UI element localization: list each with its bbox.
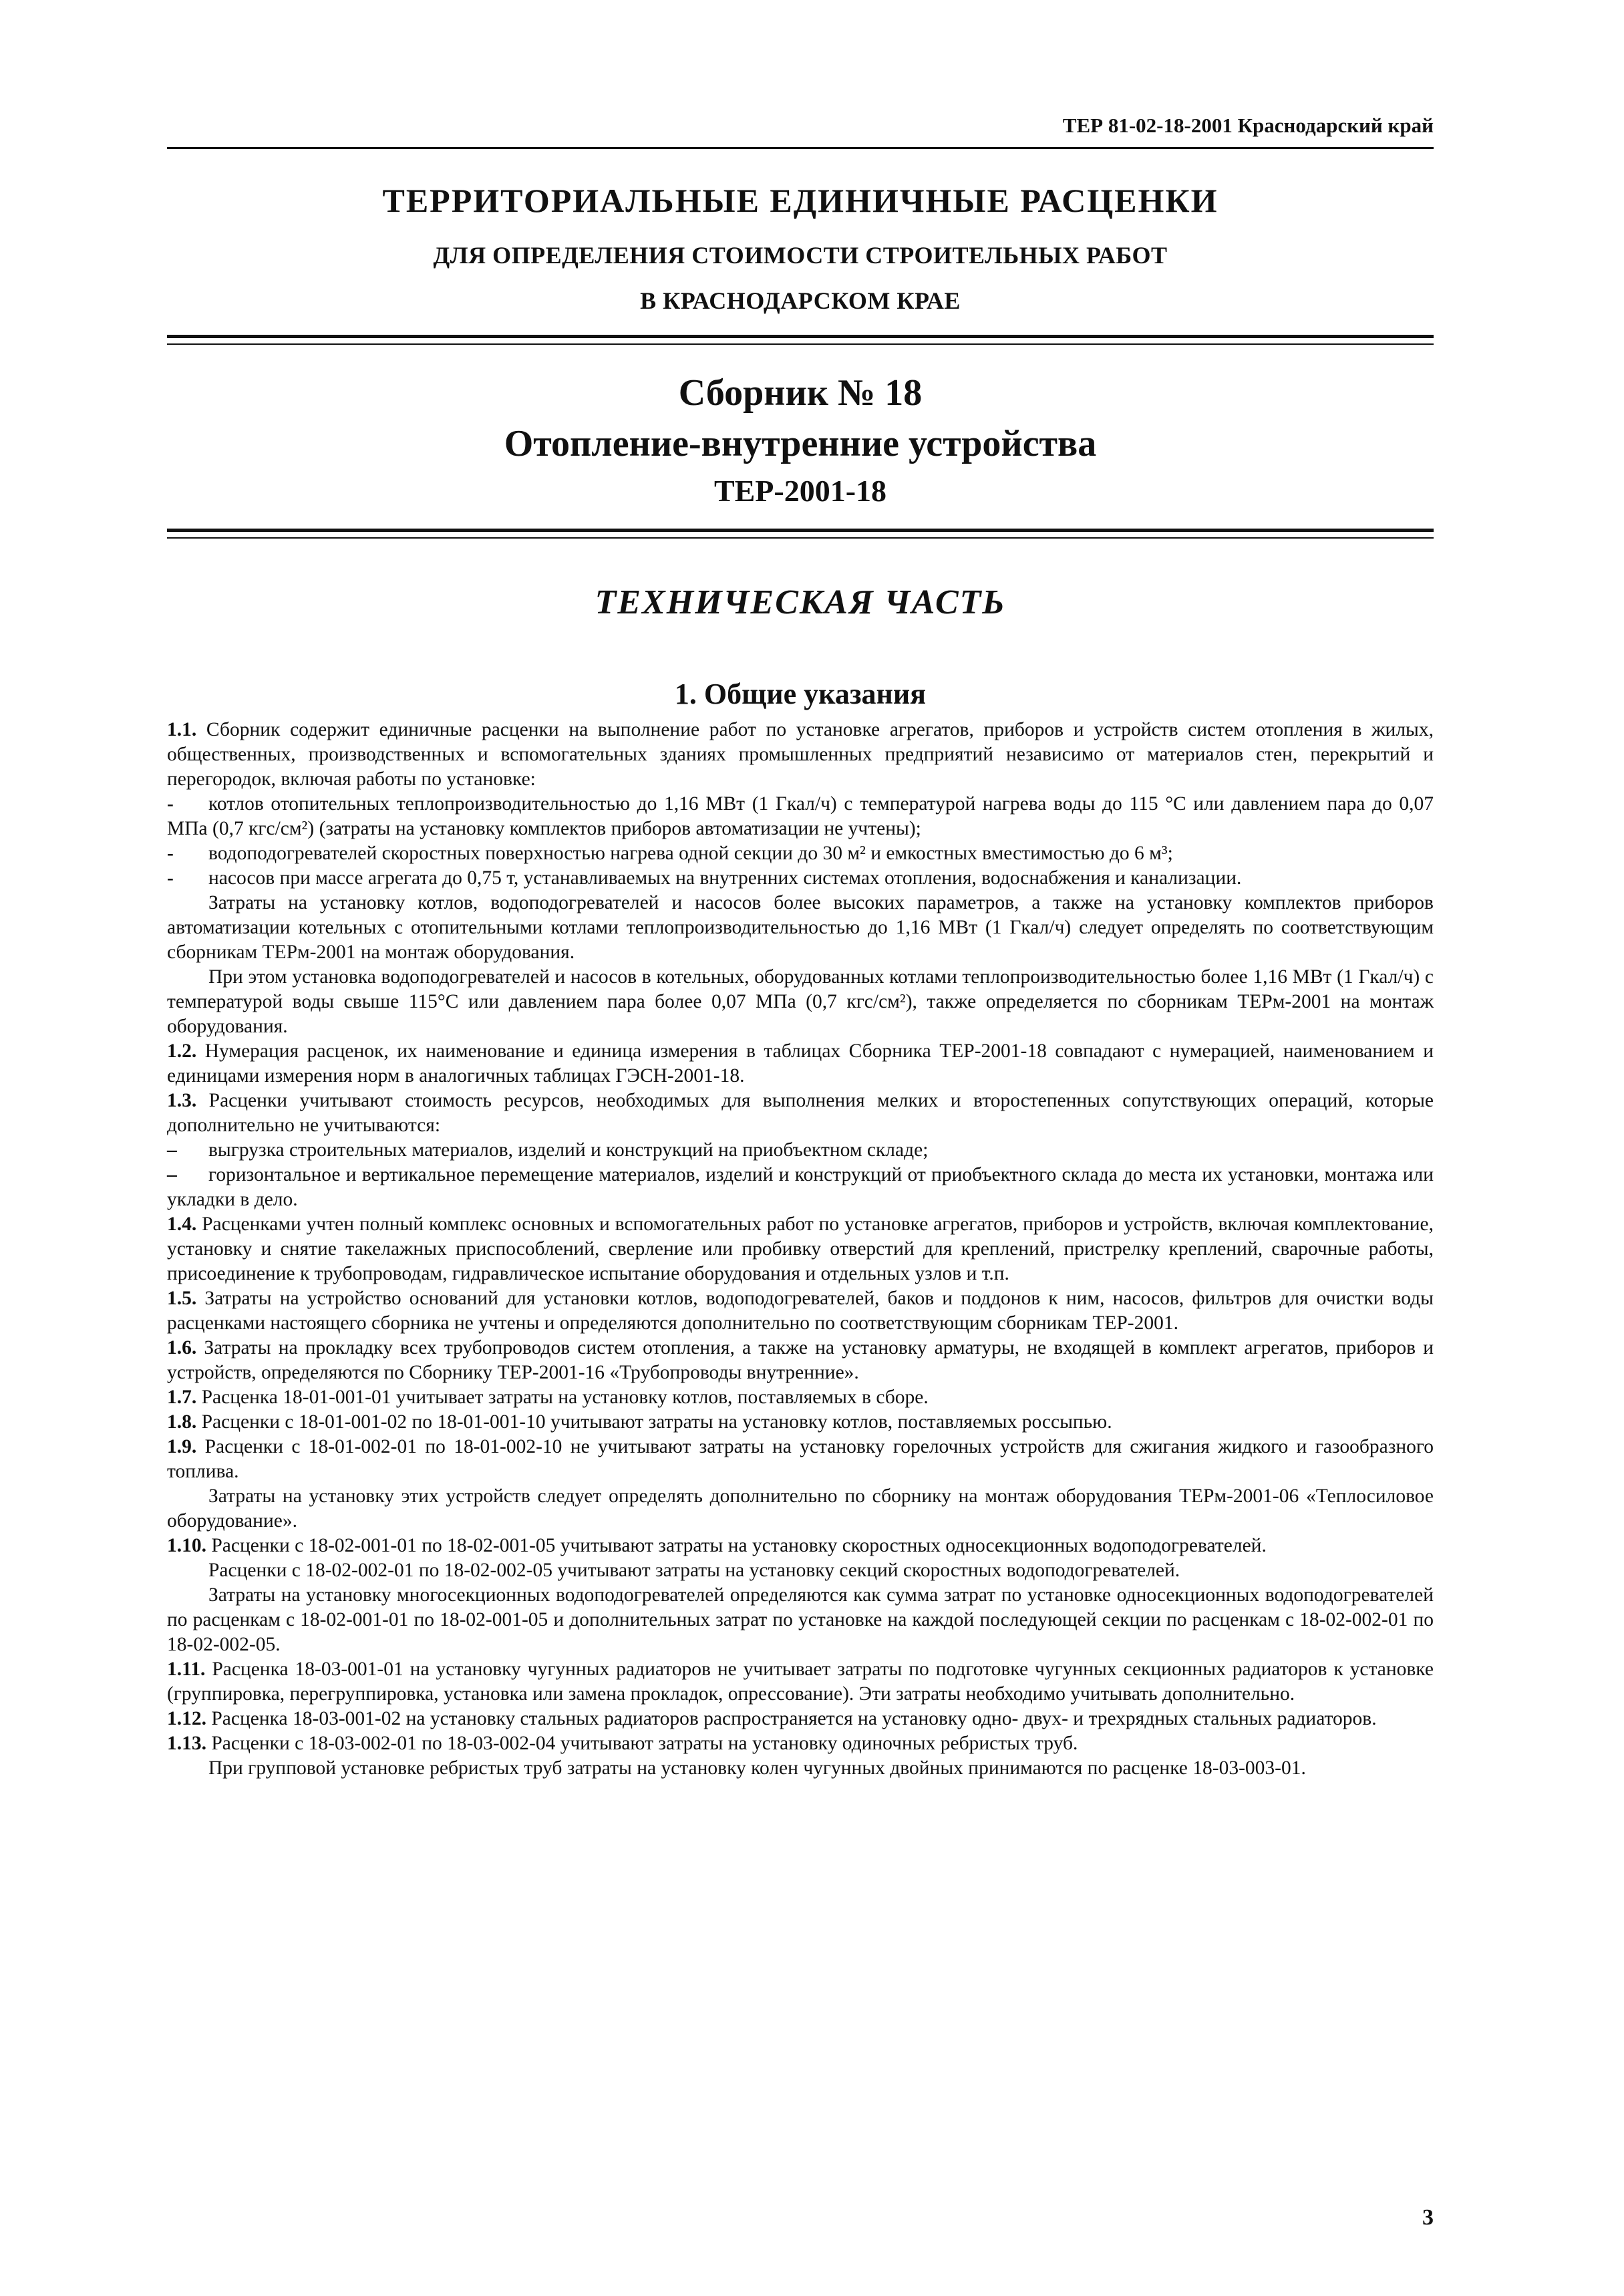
section-title: 1. Общие указания [674, 678, 927, 710]
paragraph-text: Затраты на установку этих устройств следует определять дополнительно по сборнику на монтаж оборудования ТЕРм-2001-06 «Теплосиловое оборудование». [167, 1485, 1434, 1532]
paragraph-text: Сборник содержит единичные расценки на выполнение работ по установке агрегатов, приборов и устройств систем отопления в жилых, общественных, производственных и вспомогательных зданиях промышленных предприятий независимо от материалов стен, перекрытий и перегородок, включая работы по установке: [167, 719, 1434, 790]
paragraph [167, 1089, 1434, 1138]
paragraph-text: Расценки с 18-03-002-01 по 18-03-002-04 учитывают затраты на установку одиночных ребристых труб. [206, 1733, 1078, 1754]
document-title: ТЕРРИТОРИАЛЬНЫЕ ЕДИНИЧНЫЕ РАСЦЕНКИ [382, 182, 1219, 219]
paragraph [167, 1410, 1434, 1435]
paragraph [167, 1435, 1434, 1484]
paragraph [167, 1558, 1434, 1583]
paragraph-number: 1.2. [167, 1040, 197, 1062]
paragraph: – горизонтальное и вертикальное перемещение материалов, изделий и конструкций от приобъектного склада до места их установки, монтажа или укладки в дело. [167, 1164, 1434, 1210]
paragraph-number: 1.4. [167, 1213, 197, 1235]
paragraph-text: Нумерация расценок, их наименование и единица измерения в таблицах Сборника ТЕР-2001-18 совпадают с нумерацией, наименованием и единицами измерения норм в аналогичных таблицах ГЭСН-2001-18. [167, 1040, 1434, 1087]
paragraph [167, 1336, 1434, 1385]
paragraph-text: Расценка 18-03-001-02 на установку стальных радиаторов распространяется на установку одно- двух- и трехрядных стальных радиаторов. [206, 1708, 1377, 1729]
paragraph-text: При групповой установке ребристых труб затраты на установку колен чугунных двойных принимаются по расценке 18-03-003-01. [208, 1757, 1306, 1779]
paragraph-number: 1.9. [167, 1436, 197, 1457]
paragraph [167, 1534, 1434, 1558]
paragraph-text: котлов отопительных теплопроизводительностью до 1,16 МВт (1 Гкал/ч) с температурой нагрева воды до 115 °С или давлением пара до 0,07 МПа (0,7 кгс/см²) (затраты на установку комплектов приборов автоматизации не учтены); [167, 793, 1434, 839]
paragraph [167, 1286, 1434, 1336]
paragraph-text: Затраты на прокладку всех трубопроводов систем отопления, а также на установку арматуры, не входящей в комплект агрегатов, приборов и устройств, определяются по Сборнику ТЕР-2001-16 «Трубопроводы внутренние». [167, 1337, 1434, 1383]
paragraph-text: Расценки с 18-01-001-02 по 18-01-001-10 учитывают затраты на установку котлов, поставляемых россыпью. [196, 1411, 1112, 1433]
paragraph-text: Расценка 18-01-001-01 учитывает затраты на установку котлов, поставляемых в сборе. [196, 1387, 929, 1408]
paragraph-number: 1.10. [167, 1535, 206, 1556]
paragraph-text: Расценки с 18-02-002-01 по 18-02-002-05 учитывают затраты на установку секций скоростных водоподогревателей. [208, 1560, 1180, 1581]
paragraph-number: 1.6. [167, 1337, 197, 1358]
document-subtitle-1: ДЛЯ ОПРЕДЕЛЕНИЯ СТОИМОСТИ СТРОИТЕЛЬНЫХ РАБОТ [433, 242, 1168, 269]
paragraph-number: 1.8. [167, 1411, 197, 1433]
paragraph [167, 965, 1434, 1039]
paragraph-number: 1.3. [167, 1090, 197, 1111]
paragraph-number: 1.13. [167, 1733, 206, 1754]
body-text [167, 718, 1434, 1781]
running-header: ТЕР 81-02-18-2001 Краснодарский край [167, 114, 1434, 149]
paragraph-number: 1.5. [167, 1288, 197, 1309]
paragraph-text: Затраты на установку многосекционных водоподогревателей определяются как сумма затрат по установке односекционных водоподогревателей по расценкам с 18-02-001-01 по 18-02-001-05 и дополнительных затрат по установке на каждой последующей секции по расценкам с 18-02-002-01 по 18-02-002-05. [167, 1584, 1434, 1655]
title-divider [167, 335, 1434, 345]
technical-part-title: ТЕХНИЧЕСКАЯ ЧАСТЬ [595, 583, 1006, 621]
paragraph-text: Расценки с 18-02-001-01 по 18-02-001-05 учитывают затраты на установку скоростных односекционных водоподогревателей. [206, 1535, 1267, 1556]
paragraph-number: 1.11. [167, 1659, 206, 1680]
collection-code: ТЕР-2001-18 [713, 474, 887, 508]
paragraph-text: Расценки учитывают стоимость ресурсов, необходимых для выполнения мелких и второстепенных сопутствующих операций, которые дополнительно не учитываются: [167, 1090, 1434, 1136]
paragraph-text: выгрузка строительных материалов, изделий и конструкций на приобъектном складе; [208, 1139, 929, 1161]
paragraph [167, 1731, 1434, 1756]
collection-number: Сборник № 18 [678, 372, 923, 414]
paragraph-text: горизонтальное и вертикальное перемещение материалов, изделий и конструкций от приобъектного склада до места их установки, монтажа или укладки в дело. [167, 1164, 1434, 1210]
collection-name: Отопление-внутренние устройства [504, 423, 1097, 464]
paragraph [167, 1385, 1434, 1410]
paragraph: - водоподогревателей скоростных поверхностью нагрева одной секции до 30 м² и емкостных вместимостью до 6 м³; [167, 843, 1173, 864]
collection-divider [167, 529, 1434, 539]
paragraph [167, 1212, 1434, 1286]
paragraph-text: Затраты на устройство оснований для установки котлов, водоподогревателей, баков и поддонов к ним, насосов, фильтров для очистки воды расценками настоящего сборника не учтены и определяются дополнительно по соответствующим сборникам ТЕР-2001. [167, 1288, 1434, 1334]
paragraph-text: Расценка 18-03-001-01 на установку чугунных радиаторов не учитывает затраты по подготовке чугунных секционных радиаторов к установке (группировка, перегруппировка, установка или замена прокладок, опрессование). Эти затраты необходимо учитывать дополнительно. [167, 1659, 1434, 1705]
paragraph-text: водоподогревателей скоростных поверхностью нагрева одной секции до 30 м² и емкостных вместимостью до 6 м³; [208, 843, 1173, 864]
paragraph [167, 1484, 1434, 1534]
paragraph-text: Затраты на установку котлов, водоподогревателей и насосов более высоких параметров, а также на установку комплектов приборов автоматизации котельных с отопительными котлами теплопроизводительностью до 1,16 МВт (1 Гкал/ч) следует определять по соответствующим сборникам ТЕРм-2001 на монтаж оборудования. [167, 892, 1434, 963]
paragraph-number: 1.12. [167, 1708, 206, 1729]
paragraph [167, 1583, 1434, 1657]
paragraph [167, 1707, 1434, 1731]
paragraph-text: При этом установка водоподогревателей и насосов в котельных, оборудованных котлами теплопроизводительностью более 1,16 МВт (1 Гкал/ч) с температурой воды свыше 115°С или давлением пара более 0,07 МПа (0,7 кгс/см²), также определяется по сборникам ТЕРм-2001 на монтаж оборудования. [167, 966, 1434, 1037]
title-block [167, 181, 1434, 315]
paragraph: – выгрузка строительных материалов, изделий и конструкций на приобъектном складе; [167, 1139, 929, 1161]
paragraph [167, 1756, 1434, 1781]
document-subtitle-2: В КРАСНОДАРСКОМ КРАЕ [640, 287, 961, 314]
paragraph [167, 718, 1434, 792]
paragraph-number: 1.7. [167, 1387, 197, 1408]
collection-block [167, 372, 1434, 509]
page-number: 3 [1422, 2205, 1434, 2230]
paragraph-text: Расценки с 18-01-002-01 по 18-01-002-10 не учитывают затраты на установку горелочных устройств для сжигания жидкого и газообразного топлива. [167, 1436, 1434, 1482]
paragraph: - котлов отопительных теплопроизводительностью до 1,16 МВт (1 Гкал/ч) с температурой нагрева воды до 115 °С или давлением пара до 0,07 МПа (0,7 кгс/см²) (затраты на установку комплектов приборов автоматизации не учтены); [167, 793, 1434, 839]
paragraph [167, 1657, 1434, 1707]
paragraph: - насосов при массе агрегата до 0,75 т, устанавливаемых на внутренних системах отопления, водоснабжения и канализации. [167, 867, 1242, 889]
paragraph-text: Расценками учтен полный комплекс основных и вспомогательных работ по установке агрегатов, приборов и устройств, включая комплектование, установку и снятие такелажных приспособлений, сверление или пробивку отверстий для креплений, пристрелку креплений, сварочные работы, присоединение к трубопроводам, гидравлическое испытание оборудования и отдельных узлов и т.п. [167, 1213, 1434, 1284]
paragraph-number: 1.1. [167, 719, 197, 740]
paragraph [167, 891, 1434, 965]
paragraph [167, 1039, 1434, 1089]
paragraph-text: насосов при массе агрегата до 0,75 т, устанавливаемых на внутренних системах отопления, водоснабжения и канализации. [208, 867, 1242, 889]
